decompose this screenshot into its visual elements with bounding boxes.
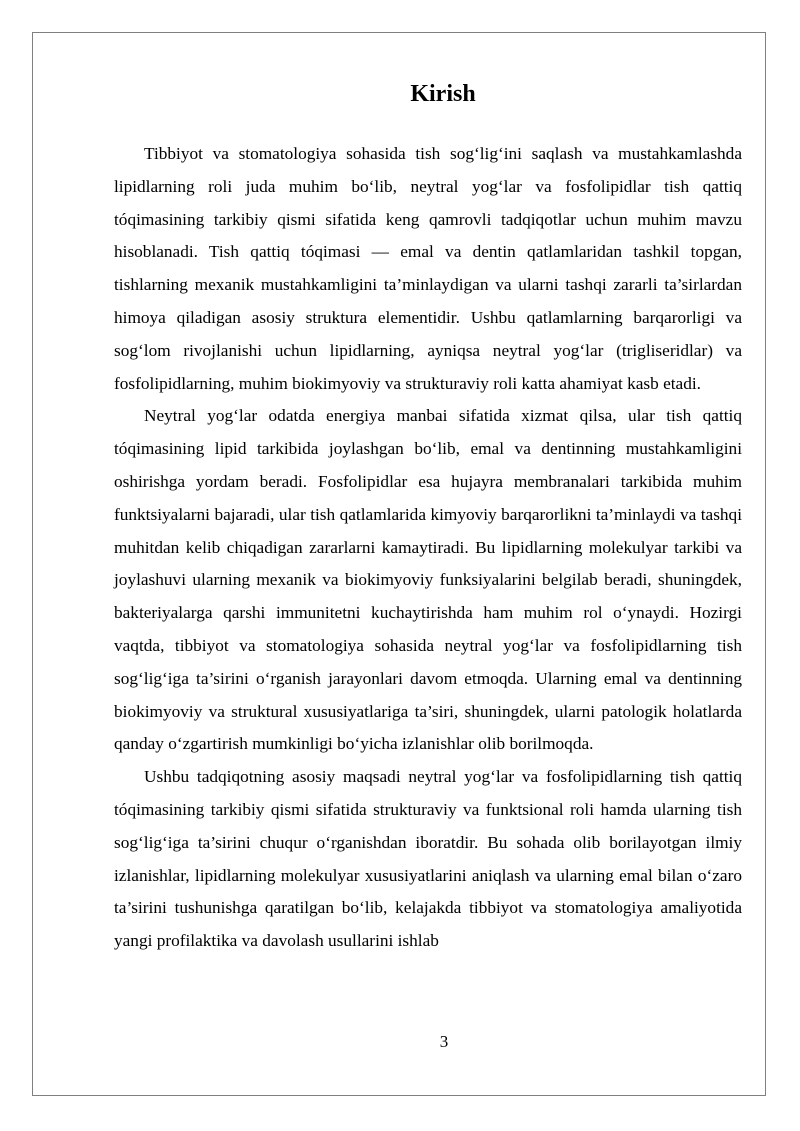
paragraph-3: Ushbu tadqiqotning asosiy maqsadi neytral yog‘lar va fosfolipidlarning tish qattiq tóqimasining tarkibiy qismi sifatida strukturaviy va funktsional roli hamda ularning tish sog‘lig‘iga ta’sirini chuqur o‘rganishdan iboratdir. Bu sohada olib borilayotgan ilmiy izlanishlar, lipidlarning molekulyar xususiyatlarini aniqlash va ularning emal bilan o‘zaro ta’sirini tushunishga qaratilgan bo‘lib, kelajakda tibbiyot va stomatologiya amaliyotida yangi profilaktika va davolash usullarini ishlab xyxy=(114,767,742,951)
paragraph-1: Tibbiyot va stomatologiya sohasida tish sog‘lig‘ini saqlash va mustahkamlashda lipidlarning roli juda muhim bo‘lib, neytral yog‘lar va fosfolipidlar tish qattiq tóqimasining tarkibiy qismi sifatida keng qamrovli tadqiqotlar uchun muhim mavzu hisoblanadi. Tish qattiq tóqimasi — emal va dentin qatlamlaridan tashkil topgan, tishlarning mexanik mustahkamligini ta’minlaydigan va ularni tashqi zararli ta’sirlardan himoya qiladigan asosiy struktura elementidir. Ushbu qatlamlarning barqarorligi va sog‘lom rivojlanishi uchun lipidlarning, ayniqsa neytral yog‘lar (trigliseridlar) va fosfolipidlarning, muhim biokimyoviy va strukturaviy roli katta ahamiyat kasb etadi. xyxy=(114,144,742,393)
paragraph-2: Neytral yog‘lar odatda energiya manbai sifatida xizmat qilsa, ular tish qattiq tóqimasining lipid tarkibida joylashgan bo‘lib, emal va dentinning mustahkamligini oshirishga yordam beradi. Fosfolipidlar esa hujayra membranalari tarkibida muhim funktsiyalarni bajaradi, ular tish qatlamlarida kimyoviy barqarorlikni ta’minlaydi va tashqi muhitdan kelib chiqadigan zararlarni kamaytiradi. Bu lipidlarning molekulyar tarkibi va joylashuvi ularning mexanik va biokimyoviy funksiyalarini belgilab beradi, shuningdek, bakteriyalarga qarshi immunitetni kuchaytirishda ham muhim rol o‘ynaydi. Hozirgi vaqtda, tibbiyot va stomatologiya sohasida neytral yog‘lar va fosfolipidlarning tish sog‘lig‘iga ta’sirini o‘rganish jarayonlari davom etmoqda. Ularning emal va dentinning biokimyoviy va struktural xususiyatlariga ta’siri, shuningdek, ularni patologik holatlarda qanday o‘zgartirish mumkinligi bo‘yicha izlanishlar olib borilmoqda. xyxy=(114,406,742,754)
page-content xyxy=(114,74,742,958)
page-title: Kirish xyxy=(410,81,476,107)
page-number: 3 xyxy=(439,1032,449,1051)
